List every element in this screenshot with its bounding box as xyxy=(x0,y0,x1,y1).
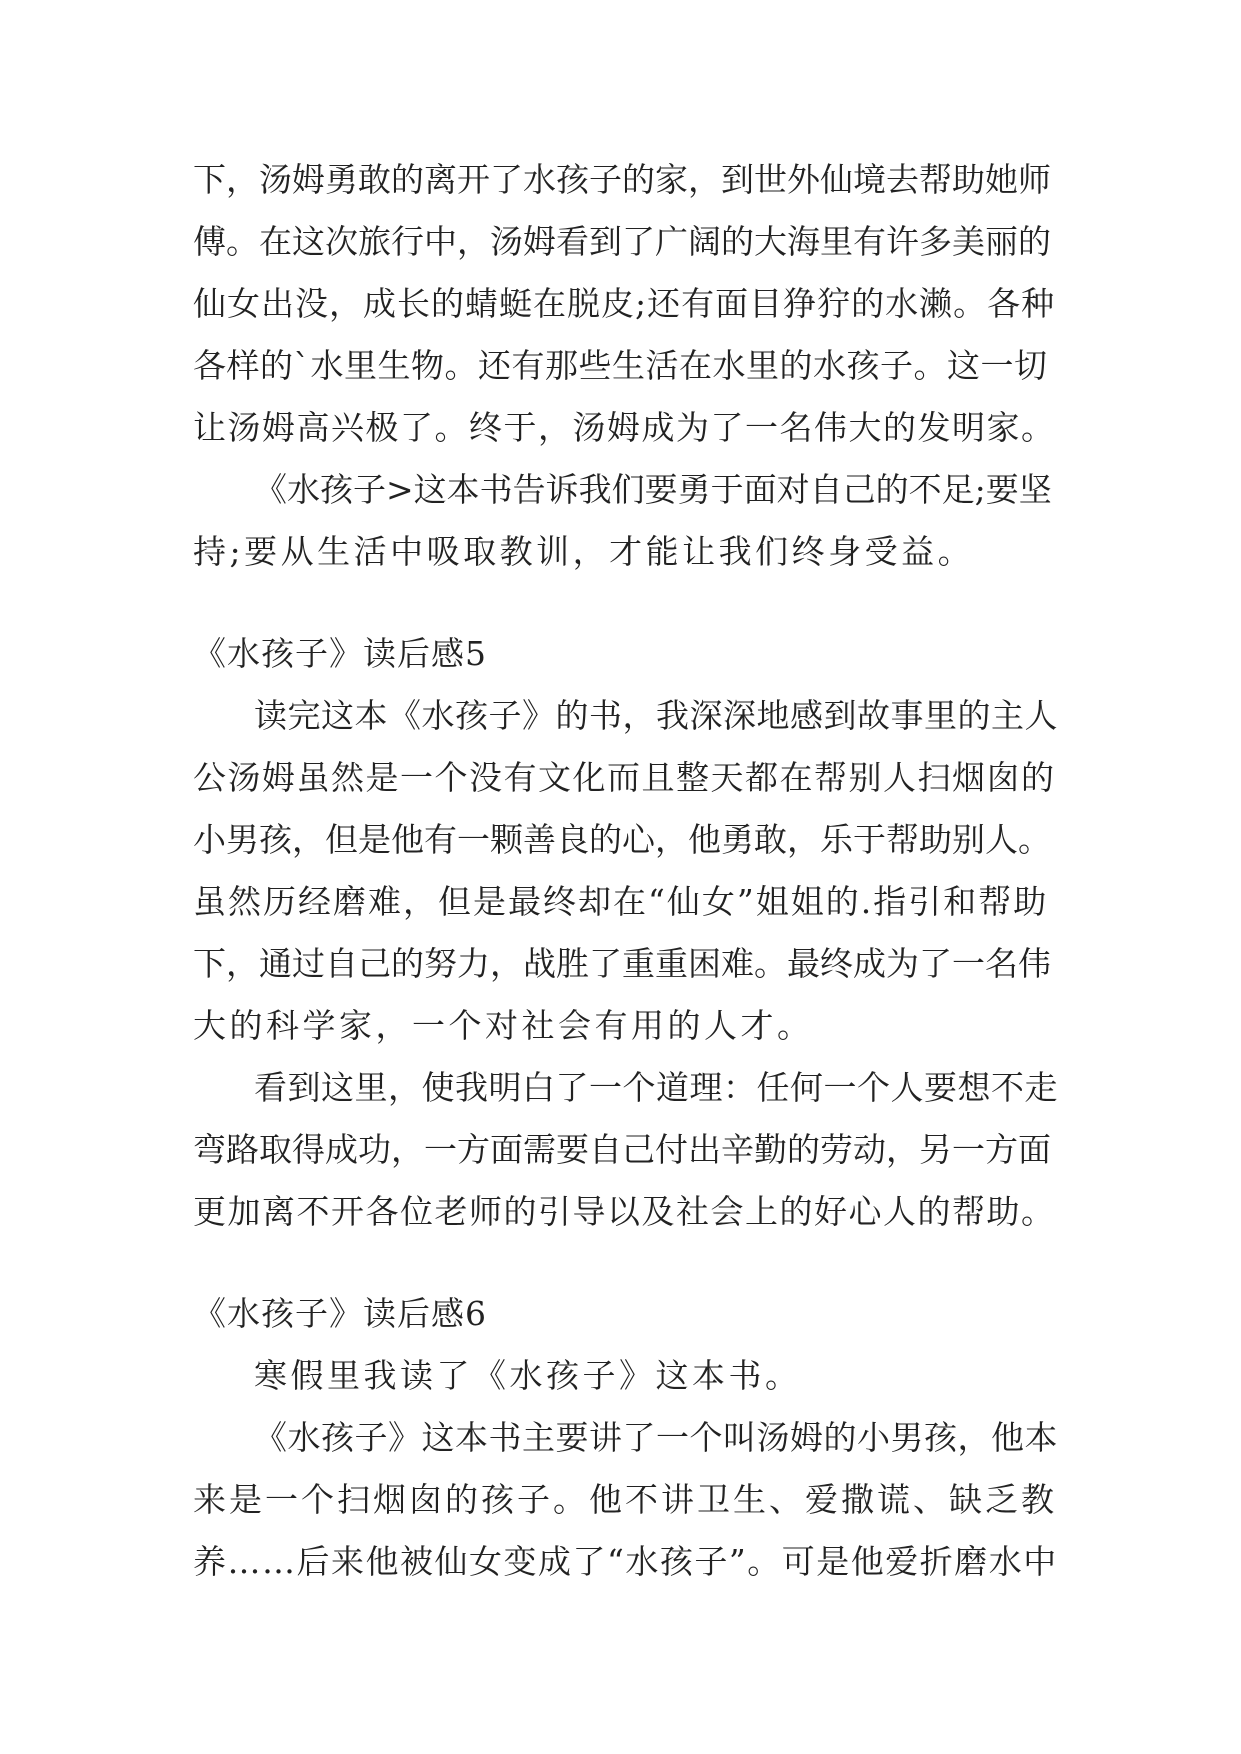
paragraph-line: 更加离不开各位老师的引导以及社会上的好心人的帮助。 xyxy=(193,1192,1056,1231)
paragraph-line: 来是一个扫烟囱的孩子。他不讲卫生、爱撒谎、缺乏教 xyxy=(193,1480,1057,1519)
paragraph-line: 《水孩子》这本书主要讲了一个叫汤姆的小男孩，他本 xyxy=(254,1418,1058,1457)
paragraph-line: 读完这本《水孩子》的书，我深深地感到故事里的主人 xyxy=(254,696,1058,735)
paragraph-line: 小男孩，但是他有一颗善良的心，他勇敢，乐于帮助别人。 xyxy=(193,820,1051,859)
paragraph-line: 养……后来他被仙女变成了“水孩子”。可是他爱折磨水中 xyxy=(193,1542,1058,1581)
paragraph-line: 持;要从生活中吸取教训，才能让我们终身受益。 xyxy=(193,532,975,571)
section-heading: 《水孩子》读后感6 xyxy=(193,1294,487,1333)
paragraph-line: 各样的`水里生物。还有那些生活在水里的水孩子。这一切 xyxy=(193,346,1048,385)
paragraph-line: 公汤姆虽然是一个没有文化而且整天都在帮别人扫烟囱的 xyxy=(193,758,1056,797)
paragraph-line: 下，汤姆勇敢的离开了水孩子的家，到世外仙境去帮助她师 xyxy=(193,160,1051,199)
paragraph-line: 傅。在这次旅行中，汤姆看到了广阔的大海里有许多美丽的 xyxy=(193,222,1051,261)
section-heading: 《水孩子》读后感5 xyxy=(193,634,487,673)
paragraph-line: 虽然历经磨难，但是最终却在“仙女”姐姐的.指引和帮助 xyxy=(193,882,1049,921)
paragraph-line: 弯路取得成功，一方面需要自己付出辛勤的劳动，另一方面 xyxy=(193,1130,1051,1169)
paragraph-line: 让汤姆高兴极了。终于，汤姆成为了一名伟大的发明家。 xyxy=(193,408,1056,447)
paragraph-line: 大的科学家，一个对社会有用的人才。 xyxy=(193,1006,814,1045)
paragraph-line: 下，通过自己的努力，战胜了重重困难。最终成为了一名伟 xyxy=(193,944,1051,983)
paragraph-line: 看到这里，使我明白了一个道理：任何一个人要想不走 xyxy=(254,1068,1058,1107)
paragraph-line: 《水孩子>这本书告诉我们要勇于面对自己的不足;要坚 xyxy=(254,470,1052,509)
paragraph-line: 寒假里我读了《水孩子》这本书。 xyxy=(254,1356,802,1395)
paragraph-line: 仙女出没，成长的蜻蜓在脱皮;还有面目狰狞的水濑。各种 xyxy=(193,284,1056,323)
